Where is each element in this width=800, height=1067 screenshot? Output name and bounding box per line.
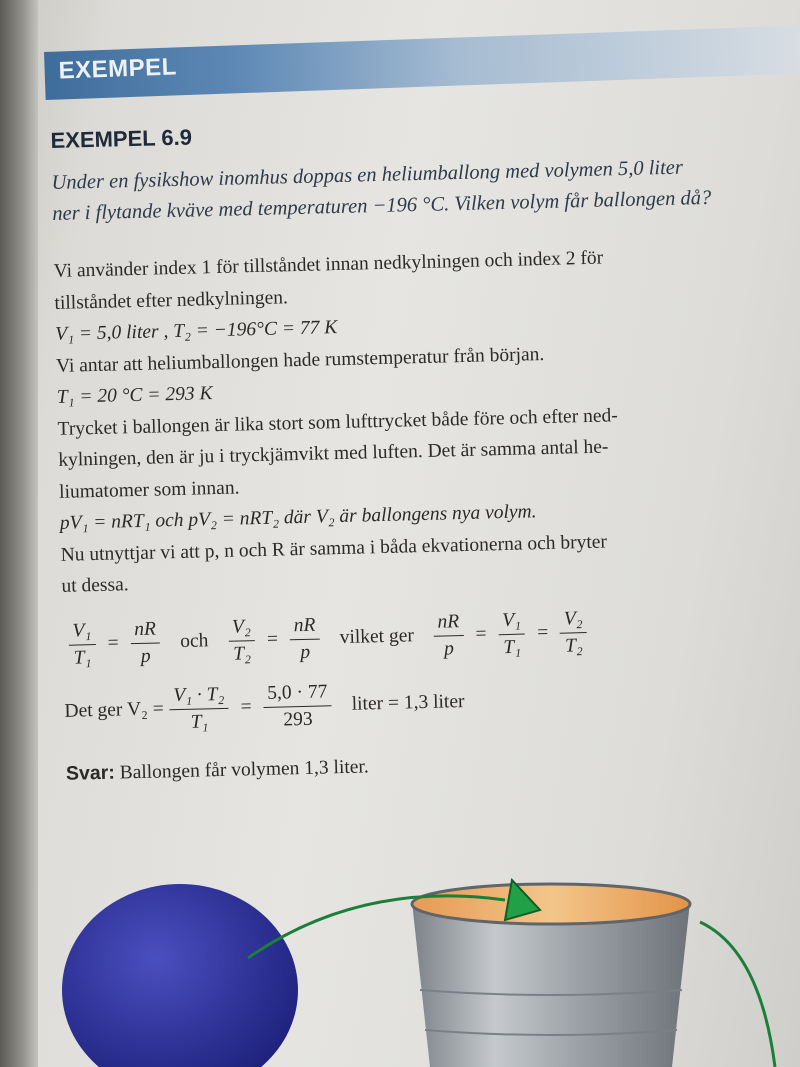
fraction: $\frac{5,0 \cdot 77}{293}$ <box>263 681 332 732</box>
fraction: $\frac{\text{V₁ · T₂}}{\text{T₁}}$ <box>169 683 229 733</box>
example-content <box>50 100 786 785</box>
equation-row-1: $\frac{\text{V₁}}{\text{T₁}}$ = $\frac{nR}{p}$ och $\frac{\text{V₂}}{\text{T₂}}$ = $\frac{nR}{p}$ vilket ger $\frac{nR}{p}$ = $\frac{\text{V₁}}{\text{T₁}}$ = $\frac{\text{V₂}}{\text{T₂}}$ <box>62 603 783 670</box>
equation-result: liter = 1,3 liter <box>351 691 465 715</box>
fraction: $\frac{nR}{p}$ <box>289 614 320 664</box>
problem-line: Under en fysikshow inomhus doppas en heliumballong med volymen 5,0 liter <box>51 156 684 194</box>
fraction: $\frac{\text{V₁}}{\text{T₁}}$ <box>498 609 526 659</box>
problem-statement <box>51 150 772 230</box>
equation-prefix: Det ger V₂ = <box>64 698 164 722</box>
arrow-out-of-bucket <box>700 922 775 1067</box>
given-values: T₁ = 20 °C = 293 K <box>56 383 213 408</box>
connector-word: och <box>179 630 209 652</box>
connector-word: vilket ger <box>339 625 415 649</box>
text-line: tillståndet efter nedkylningen. <box>54 286 289 314</box>
answer-text: Ballongen får volymen 1,3 liter. <box>114 755 369 784</box>
text-line: ut dessa. <box>61 574 129 597</box>
gas-law-equations: pV₁ = nRT₁ och pV₂ = nRT₂ där V₂ är ballongens nya volym. <box>59 501 537 534</box>
text-line: liumatomer som innan. <box>58 476 240 503</box>
text-line: Nu utnyttjar vi att p, n och R är samma i båda ekvationerna och bryter <box>60 531 608 566</box>
fraction: $\frac{nR}{p}$ <box>130 618 161 668</box>
text-line: Vi antar att heliumballongen hade rumstemperatur från början. <box>55 343 545 377</box>
problem-line: ner i flytande kväve med temperaturen −196 °C. Vilken volym får ballongen då? <box>52 186 712 225</box>
text-line: Trycket i ballongen är lika stort som lufttrycket både före och efter ned- <box>57 404 618 440</box>
section-tab <box>44 26 800 100</box>
equation-row-2: Det ger V₂ = $\frac{\text{V₁ · T₂}}{\text{T₁}}$ = $\frac{5,0 \cdot 77}{293}$ liter = 1,3 liter <box>64 680 465 733</box>
fraction: $\frac{\text{V₂}}{\text{T₂}}$ <box>228 616 256 666</box>
section-tab-label: EXEMPEL <box>58 53 178 85</box>
fraction: $\frac{\text{V₁}}{\text{T₁}}$ <box>68 620 96 670</box>
balloon <box>62 884 298 1067</box>
text-line: kylningen, den är ju i tryckjämvikt med luften. Det är samma antal he- <box>58 436 609 471</box>
solution-text <box>53 238 781 602</box>
answer-label: Svar: <box>65 761 116 785</box>
example-heading: EXEMPEL 6.9 <box>50 124 193 153</box>
text-line: Vi använder index 1 för tillståndet innan nedkylningen och index 2 för <box>53 247 604 282</box>
fraction: $\frac{\text{V₂}}{\text{T₂}}$ <box>560 608 588 658</box>
illustration <box>0 840 800 1067</box>
given-values: V₁ = 5,0 liter , T₂ = −196°C = 77 K <box>55 317 338 345</box>
fraction: $\frac{nR}{p}$ <box>433 611 464 661</box>
answer-line <box>66 745 786 786</box>
bucket <box>412 902 690 1067</box>
